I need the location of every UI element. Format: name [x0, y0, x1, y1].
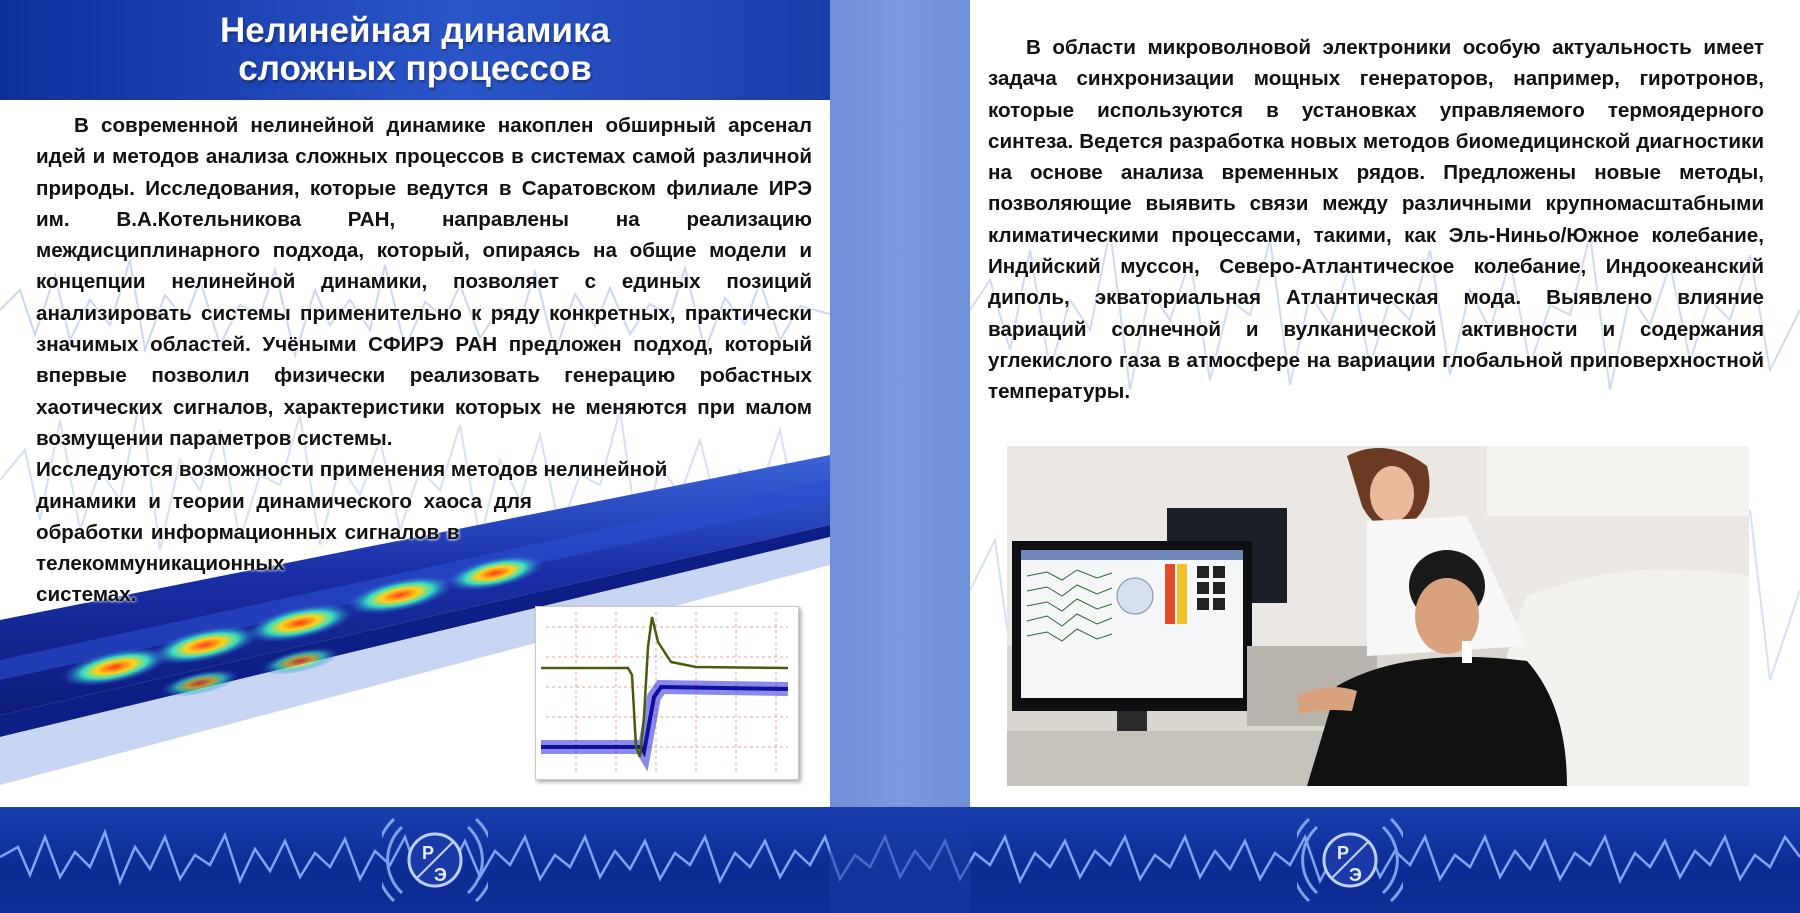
text-line: междисциплинарного подхода, который, опираясь на общие модели и [36, 239, 812, 263]
institute-logo-right [1297, 807, 1403, 913]
text-line: концепции нелинейной динамики, позволяет с единых позиций [36, 270, 812, 294]
left-tail-line: телекоммуникационных [36, 552, 285, 576]
text-line: Северо-Атлантическое колебание, Индоокеанский диполь, [988, 255, 1764, 310]
text-line: Предложены новые методы, позволяющие выявить связи между [988, 161, 1764, 216]
text-line: биомедицинской диагностики на основе анализа временных рядов. [988, 129, 1764, 185]
logo-letter-r: Р [422, 843, 435, 863]
book-spine [830, 0, 970, 913]
right-page [970, 0, 1800, 913]
text-line: подход, который впервые позволил физически реализовать [36, 333, 812, 388]
text-line: анализировать системы применительно к ряду конкретных, [36, 301, 685, 325]
left-tail-line: динамики и теории динамического хаоса для [36, 489, 532, 513]
radar-emblem-icon [1297, 807, 1403, 913]
left-tail-line: системах. [36, 583, 137, 607]
text-line: такими, как Эль-Ниньо/Южное колебание, Индийский муссон, [988, 223, 1764, 279]
footer-band [0, 807, 1800, 913]
logo-letter-r: Р [1337, 843, 1350, 863]
lab-photo [1007, 446, 1749, 786]
left-tail-line: Исследуются возможности применения методов нелинейной [36, 458, 668, 482]
left-paragraph [36, 110, 812, 454]
signal-wave-decoration [0, 807, 1800, 913]
oscillogram-image [535, 606, 799, 780]
text-line: гиротронов, которые используются в установках управляемого [988, 67, 1764, 122]
logo-letter-e: Э [434, 865, 447, 885]
text-line: различными крупномасштабными климатическими процессами, [988, 192, 1764, 247]
text-line: филиале ИРЭ им. В.А.Котельникова РАН, направлены на реализацию [36, 176, 812, 231]
text-line: термоядерного синтеза. Ведется разработка новых методов [988, 98, 1764, 153]
text-line: В современной нелинейной динамике накоплен обширный арсенал [74, 114, 812, 137]
left-page [0, 0, 830, 913]
text-line: В области микроволновой электроники особую актуальность [1026, 36, 1704, 59]
text-line: не меняются при малом возмущении параметров системы. [36, 395, 812, 450]
text-line: имеет задача синхронизации мощных генераторов, например, [988, 36, 1764, 91]
title-banner [0, 0, 830, 100]
right-body-text [988, 32, 1764, 408]
page-title-line-1: Нелинейная динамика [219, 11, 611, 50]
text-line: идей и методов анализа сложных процессов в системах самой [36, 145, 703, 169]
left-body-text [36, 110, 812, 611]
text-line: генерацию робастных хаотических сигналов, характеристики которых [36, 364, 812, 419]
radar-emblem-icon [382, 807, 488, 913]
right-paragraph [988, 32, 1764, 408]
text-line: экваториальная Атлантическая мода. Выявлено влияние вариаций [988, 286, 1764, 341]
text-line: практически значимых областей. Учёными СФИРЭ РАН предложен [36, 301, 812, 357]
text-line: в атмосфере на вариации глобальной приповерхностной [1167, 348, 1765, 372]
left-tail-line: обработки информационных сигналов в [36, 520, 460, 544]
text-line: солнечной и вулканической активности и содержания углекислого газа [988, 317, 1764, 372]
text-line: температуры. [988, 380, 1131, 404]
institute-logo-left [382, 807, 488, 913]
logo-letter-e: Э [1349, 865, 1362, 885]
text-line: различной природы. Исследования, которые ведутся в Саратовском [36, 145, 812, 200]
page-title-line-2: сложных процессов [238, 49, 592, 88]
